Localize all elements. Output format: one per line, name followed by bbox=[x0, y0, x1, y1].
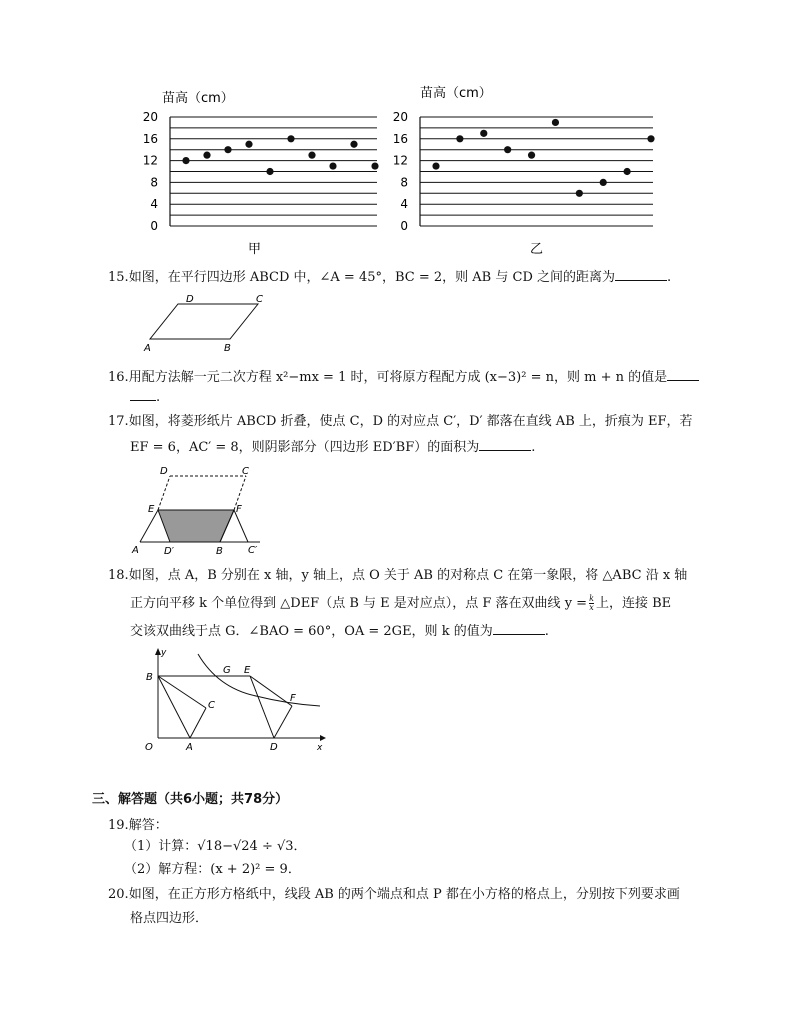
q20-number: 20. bbox=[108, 887, 129, 902]
q17-label-c: C bbox=[242, 466, 249, 477]
q15-label-a: A bbox=[144, 343, 151, 354]
data-point bbox=[647, 135, 654, 142]
q19-part2: （2）解方程：(x + 2)² = 9． bbox=[124, 862, 301, 877]
q18-fraction bbox=[589, 595, 594, 612]
data-point bbox=[600, 179, 607, 186]
q18-line2a-text: 正方向平移 k 个单位得到 △DEF（点 B 与 E 是对应点），点 F 落在双曲线 y = bbox=[130, 596, 588, 611]
q17-label-dp: D′ bbox=[164, 546, 174, 557]
q16-number: 16. bbox=[108, 370, 129, 385]
y-tick-label: 12 bbox=[392, 153, 408, 168]
y-tick-label: 20 bbox=[142, 110, 158, 124]
q17-label-e: E bbox=[148, 504, 155, 515]
q17-label-a: A bbox=[132, 545, 139, 556]
segment-ed bbox=[250, 676, 274, 738]
q20-line2: 格点四边形． bbox=[130, 911, 209, 926]
q16-answer-blank-b bbox=[130, 388, 156, 401]
chart-yi bbox=[393, 85, 655, 257]
q18-fraction-num: k bbox=[589, 594, 594, 603]
q17-label-d: D bbox=[160, 466, 168, 477]
y-tick-label: 12 bbox=[142, 153, 158, 168]
chart-jia-ylabel: 苗高（cm） bbox=[162, 91, 234, 106]
q19-text bbox=[108, 818, 168, 834]
q18-number: 18. bbox=[108, 568, 129, 583]
q17-label-f: F bbox=[236, 504, 242, 515]
data-point bbox=[432, 162, 439, 169]
q18-label-g: G bbox=[223, 665, 231, 676]
q20-line1-text: 如图，在正方形方格纸中，线段 AB 的两个端点和点 P 都在小方格的格点上，分别按下列要求画 bbox=[128, 887, 680, 902]
q17-answer-blank bbox=[479, 438, 531, 451]
y-tick-label: 4 bbox=[400, 197, 408, 212]
q19-number: 19. bbox=[108, 818, 129, 833]
q18-label-d: D bbox=[270, 742, 278, 752]
q18-label-c: C bbox=[208, 700, 215, 711]
data-point bbox=[350, 141, 357, 148]
data-point bbox=[266, 168, 273, 175]
q17-figure bbox=[130, 462, 270, 557]
q18-line1-text: 如图，点 A，B 分别在 x 轴，y 轴上，点 O 关于 AB 的对称点 C 在第一象限，将 △ABC 沿 x 轴 bbox=[128, 568, 688, 583]
q18-end: . bbox=[544, 624, 549, 639]
q17-end: . bbox=[531, 440, 536, 455]
q17-label-b: B bbox=[216, 546, 223, 557]
q15-end: . bbox=[667, 270, 672, 285]
y-tick-label: 4 bbox=[150, 197, 158, 212]
y-tick-label: 0 bbox=[150, 219, 158, 233]
y-tick-label: 8 bbox=[150, 175, 158, 190]
q15-body: 如图，在平行四边形 ABCD 中，∠A = 45°，BC = 2，则 AB 与 CD 之间的距离为 bbox=[128, 270, 615, 285]
parallelogram-abcd bbox=[150, 304, 258, 339]
y-tick-label: 20 bbox=[392, 110, 408, 124]
q18-answer-blank bbox=[493, 622, 545, 635]
data-point bbox=[371, 162, 378, 169]
data-point bbox=[329, 162, 336, 169]
chart-jia bbox=[143, 90, 379, 257]
x-axis-arrow bbox=[320, 735, 326, 741]
q16-answer-blank-a bbox=[667, 368, 699, 381]
q15-label-d: D bbox=[186, 294, 194, 305]
segment-ba bbox=[158, 676, 190, 738]
q17-number: 17. bbox=[108, 414, 129, 429]
data-point bbox=[203, 152, 210, 159]
segment-fd bbox=[274, 706, 292, 738]
q15-label-b: B bbox=[224, 343, 231, 354]
q15-text bbox=[108, 268, 671, 286]
chart-yi-caption: 乙 bbox=[530, 242, 544, 257]
y-tick-label: 0 bbox=[400, 219, 408, 233]
q18-line3-text: 交该双曲线于点 G．∠BAO = 60°，OA = 2GE，则 k 的值为 bbox=[130, 624, 493, 639]
q16-text bbox=[108, 368, 699, 386]
q19-body: 解答： bbox=[128, 818, 168, 833]
q19-part1: （1）计算：√18−√24 ÷ √3． bbox=[124, 839, 307, 854]
q18-figure bbox=[138, 646, 334, 752]
data-point bbox=[456, 135, 463, 142]
q18-line3 bbox=[130, 622, 549, 640]
q18-label-a: A bbox=[186, 742, 193, 752]
q18-label-x: x bbox=[317, 743, 323, 752]
y-tick-label: 8 bbox=[400, 175, 408, 190]
q17-line2-text: EF = 6，AC′ = 8，则阴影部分（四边形 ED′BF）的面积为 bbox=[130, 440, 480, 455]
data-point bbox=[480, 130, 487, 137]
q17-line1-text: 如图，将菱形纸片 ABCD 折叠，使点 C，D 的对应点 C′，D′ 都落在直线 AB 上，折痕为 EF，若 bbox=[128, 414, 693, 429]
segment-bc bbox=[158, 676, 206, 708]
data-point bbox=[552, 119, 559, 126]
q17-line1 bbox=[108, 414, 693, 430]
q16-body: 用配方法解一元二次方程 x²−mx = 1 时，可将原方程配方成 (x−3)² = n，则 m + n 的值是 bbox=[128, 370, 668, 385]
seedling-charts bbox=[130, 80, 670, 265]
data-point bbox=[504, 146, 511, 153]
q15-number: 15. bbox=[108, 270, 129, 285]
q15-figure bbox=[138, 292, 268, 354]
data-point bbox=[308, 152, 315, 159]
data-point bbox=[624, 168, 631, 175]
q18-line2 bbox=[130, 595, 671, 612]
y-tick-label: 16 bbox=[142, 131, 158, 146]
q16-end: . bbox=[156, 390, 161, 405]
chart-jia-caption: 甲 bbox=[248, 242, 262, 257]
dashed-ed bbox=[158, 476, 170, 510]
q17-label-cp: C′ bbox=[248, 545, 258, 556]
q18-label-b: B bbox=[146, 672, 153, 683]
q17-line2 bbox=[130, 438, 535, 456]
y-tick-label: 16 bbox=[392, 131, 408, 146]
q18-label-e: E bbox=[244, 665, 251, 676]
q15-label-c: C bbox=[256, 294, 263, 305]
q18-label-o: O bbox=[145, 742, 153, 752]
q15-answer-blank bbox=[615, 268, 667, 281]
q18-label-f: F bbox=[290, 693, 296, 704]
data-point bbox=[287, 135, 294, 142]
data-point bbox=[576, 190, 583, 197]
q18-fraction-den: x bbox=[589, 603, 594, 612]
q20-line1 bbox=[108, 887, 680, 903]
q18-line2b-text: 上，连接 BE bbox=[595, 596, 672, 611]
data-point bbox=[182, 157, 189, 164]
q16-text-cont bbox=[130, 388, 160, 406]
section-3-title: 三、解答题（共6小题；共78分） bbox=[92, 792, 289, 807]
q18-line1 bbox=[108, 568, 687, 584]
data-point bbox=[224, 146, 231, 153]
q18-label-y: y bbox=[161, 648, 167, 658]
data-point bbox=[528, 152, 535, 159]
chart-yi-ylabel: 苗高（cm） bbox=[420, 86, 492, 101]
segment-ca bbox=[190, 708, 206, 738]
data-point bbox=[245, 141, 252, 148]
